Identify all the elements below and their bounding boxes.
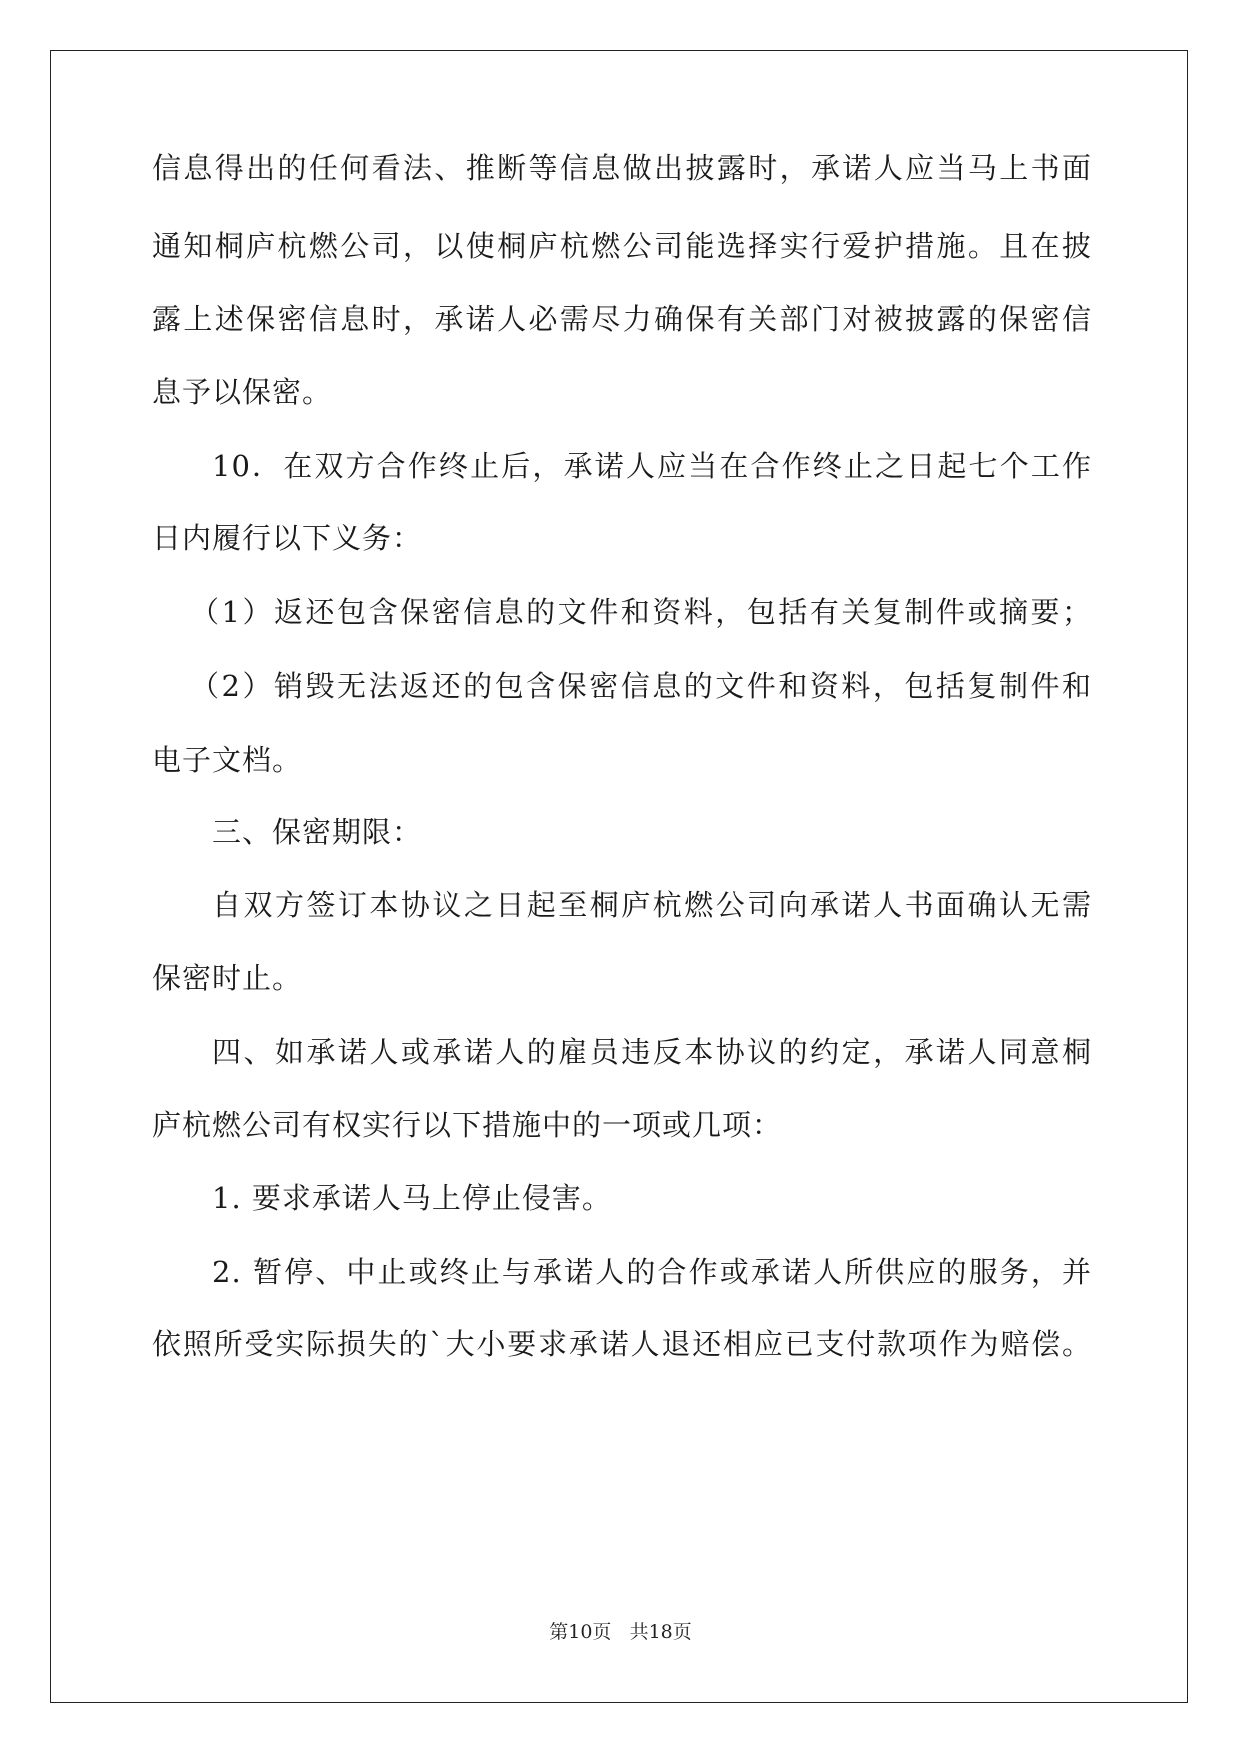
list-item-line: 1. 要求承诺人马上停止侵害。 <box>212 1181 612 1215</box>
paragraph-line: 10．在双方合作终止后，承诺人应当在合作终止之日起七个工作 <box>212 449 1092 483</box>
page-number: 第10页 <box>549 1621 612 1643</box>
paragraph-line: 保密时止。 <box>152 961 303 995</box>
paragraph-line: 息予以保密。 <box>152 375 333 409</box>
paragraph-line: 露上述保密信息时，承诺人必需尽力确保有关部门对被披露的保密信 <box>152 302 1092 336</box>
paragraph-line: 信息得出的任何看法、推断等信息做出披露时，承诺人应当马上书面 <box>152 151 1092 185</box>
list-item-line: （1）返还包含保密信息的文件和资料，包括有关复制件或摘要； <box>190 595 1092 629</box>
list-item-line: （2）销毁无法返还的包含保密信息的文件和资料，包括复制件和 <box>190 669 1092 703</box>
paragraph-line: 自双方签订本协议之日起至桐庐杭燃公司向承诺人书面确认无需 <box>212 888 1092 922</box>
paragraph-line: 依照所受实际损失的`大小要求承诺人退还相应已支付款项作为赔偿。 <box>152 1327 1092 1361</box>
page-footer <box>0 1620 1241 1644</box>
page-border <box>50 50 1188 1703</box>
section-heading: 三、保密期限： <box>212 815 423 849</box>
paragraph-line: 庐杭燃公司有权实行以下措施中的一项或几项： <box>152 1108 783 1142</box>
paragraph-line: 四、如承诺人或承诺人的雇员违反本协议的约定，承诺人同意桐 <box>212 1035 1092 1069</box>
paragraph-line: 日内履行以下义务： <box>152 521 423 555</box>
page-total: 共18页 <box>629 1621 692 1643</box>
paragraph-line: 电子文档。 <box>152 743 303 777</box>
list-item-line: 2. 暂停、中止或终止与承诺人的合作或承诺人所供应的服务，并 <box>212 1255 1092 1289</box>
paragraph-line: 通知桐庐杭燃公司，以使桐庐杭燃公司能选择实行爱护措施。且在披 <box>152 229 1092 263</box>
